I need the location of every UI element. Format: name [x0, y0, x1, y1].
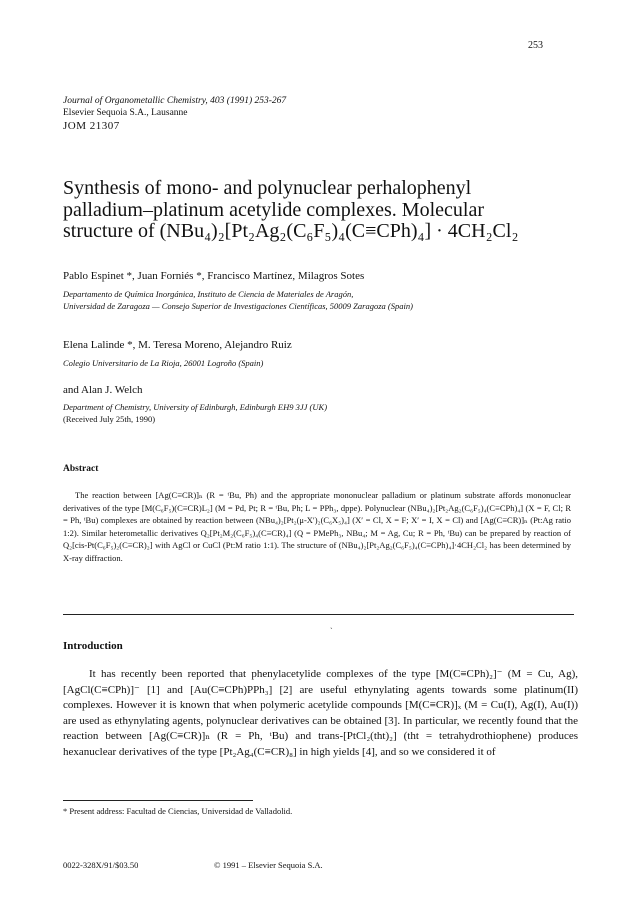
- copyright: © 1991 – Elsevier Sequoia S.A.: [214, 860, 323, 870]
- page-number: 253: [528, 40, 543, 51]
- author-group-1: Pablo Espinet *, Juan Forniés *, Francisco Martínez, Milagros Sotes: [63, 270, 365, 282]
- affiliation-1-line-2: Universidad de Zaragoza — Consejo Superior de Investigaciones Científicas, 50009 Zaragoza (Spain): [63, 301, 413, 311]
- footnote: * Present address: Facultad de Ciencias, Universidad de Valladolid.: [63, 806, 293, 816]
- publisher: Elsevier Sequoia S.A., Lausanne: [63, 108, 188, 118]
- affiliation-1: [63, 288, 413, 312]
- affiliation-2: Colegio Universitario de La Rioja, 26001 Logroño (Spain): [63, 358, 264, 368]
- introduction-heading: Introduction: [63, 640, 123, 652]
- title-line-3: structure of (NBu₄)₂[Pt₂Ag₂(C₆F₅)₄(C≡CPh)₄] · 4CH₂Cl₂: [63, 220, 519, 242]
- journal-citation: Journal of Organometallic Chemistry, 403 (1991) 253-267: [63, 96, 287, 106]
- author-group-2: Elena Lalinde *, M. Teresa Moreno, Alejandro Ruiz: [63, 339, 292, 351]
- footnote-divider: [63, 800, 253, 801]
- abstract-heading: Abstract: [63, 464, 99, 474]
- issn-price: 0022-328X/91/$03.50: [63, 860, 139, 870]
- stray-mark: ˎ: [330, 620, 333, 629]
- title-line-2: palladium–platinum acetylide complexes. Molecular: [63, 198, 484, 221]
- affiliation-3: Department of Chemistry, University of Edinburgh, Edinburgh EH9 3JJ (UK): [63, 402, 328, 412]
- received-date: (Received July 25th, 1990): [63, 414, 156, 424]
- section-divider: [63, 614, 574, 615]
- author-group-3: and Alan J. Welch: [63, 384, 143, 396]
- affiliation-1-line-1: Departamento de Química Inorgánica, Instituto de Ciencia de Materiales de Aragón,: [63, 289, 354, 299]
- article-title: [63, 178, 583, 243]
- abstract-text: The reaction between [Ag(C≡CR)]ₙ (R = ᵗBu, Ph) and the appropriate mononuclear palladium or platinum substrate affords mononuclear derivatives of the type [M(C₆F₅)(C≡CR)L₂] (M = Pd, Pt; R = ᵗBu, Ph; L = PPh₃, dppe). Polynuclear (NBu₄)₂[Pt₂Ag₂(C₆F₅)₄(C≡CPh)₄] (X = F, Cl; R = Ph, ᵗBu) complexes are obtained by reaction between (NBu₄)₂[Pt₂(μ-X′)₂(C₆X₅)₄] (X′ = Cl, X = F; X′ = I, X = Cl) and [Ag(C≡CR)]ₙ (Pt:Ag ratio 1:2). Similar heterometallic derivatives Q₂[Pt₂M₂(C₆F₅)₄(C≡CR)₄] (Q = PMePh₃, NBu₄; M = Ag, Cu; R = Ph, ᵗBu) can be prepared by reaction of Q₂[cis-Pt(C₆F₅)₂(C≡CR)₂] with AgCl or CuCl (Pt:M ratio 1:1). The structure of (NBu₄)₂[Pt₂Ag₂(C₆F₅)₄(C≡CPh)₄]·4CH₂Cl₂ has been determined by X-ray diffraction.: [63, 490, 571, 563]
- introduction-text: It has recently been reported that phenylacetylide complexes of the type [M(C≡CPh)₂]⁻ (M = Cu, Ag), [AgCl(C≡CPh)]⁻ [1] and [Au(C≡CPh)PPh₃] [2] are useful ethynylating agents towards some platinum(II) complexes. However it is known that when polymeric acetylide compounds [M(C≡CR)]ₓ (M = Cu(I), Ag(I), Au(I)) are used as ethynylating agents, polynuclear derivatives can be obtained [3]. In particular, we recently found that the reaction between [Ag(C≡CR)]ₙ (R = Ph, ᵗBu) and trans-[PtCl₂(tht)₂] (tht = tetrahydrothiophene) produces hexanuclear derivatives of the type [Pt₂Ag₄(C≡CR)₈] in high yields [4], and so we considered it of: [63, 668, 578, 758]
- article-code: JOM 21307: [63, 120, 120, 132]
- title-line-1: Synthesis of mono- and polynuclear perhalophenyl: [63, 177, 472, 199]
- journal-header: [63, 95, 286, 132]
